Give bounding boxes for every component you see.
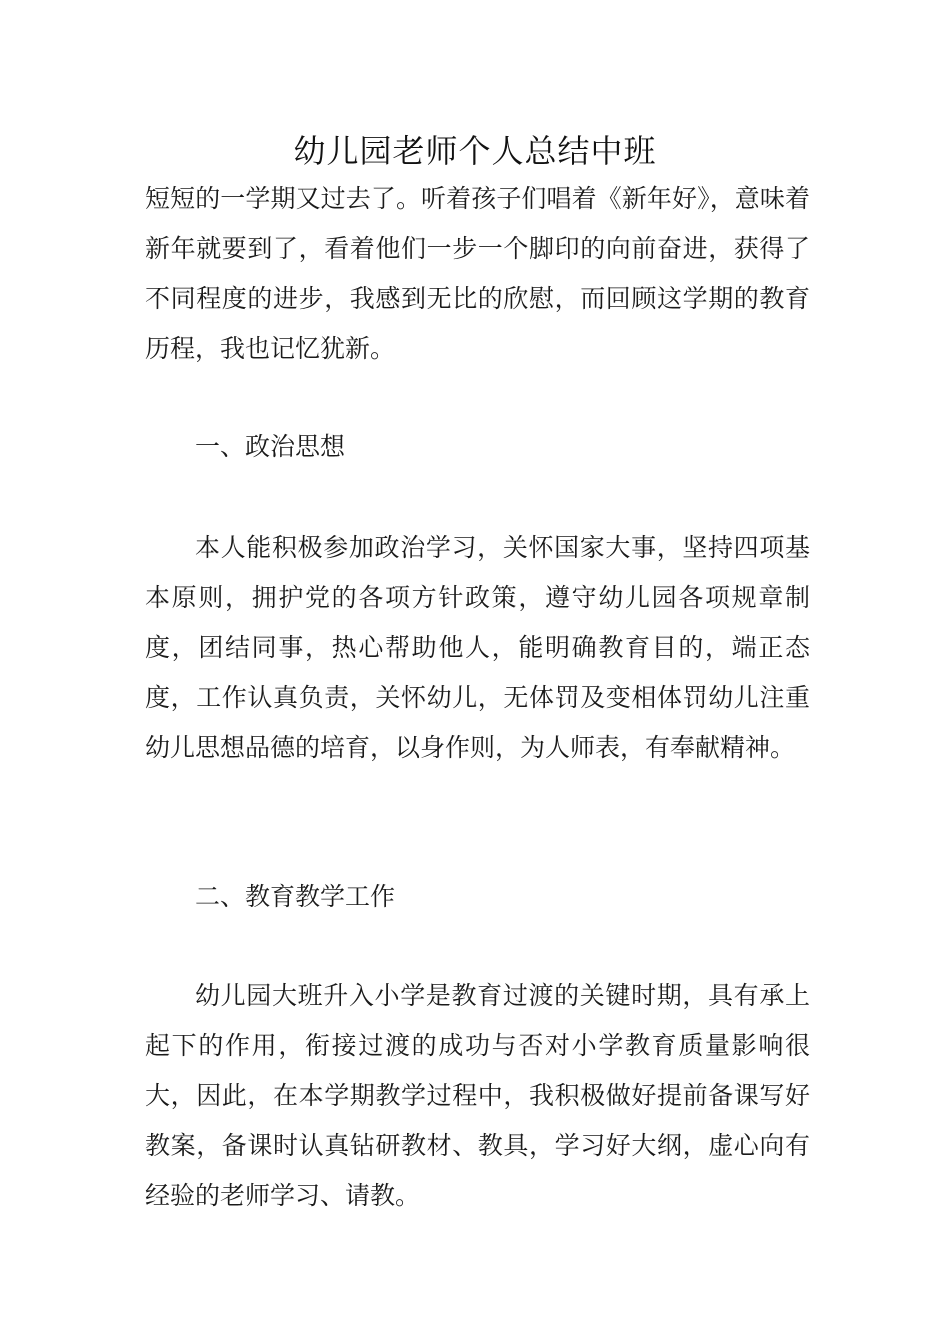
section-heading-politics: 一、政治思想: [195, 432, 346, 461]
section-heading-teaching: 二、教育教学工作: [195, 882, 396, 911]
intro-paragraph: 短短的一学期又过去了。听着孩子们唱着《新年好》，意味着新年就要到了，看着他们一步一个脚印的向前奋进，获得了不同程度的进步，我感到无比的欣慰，而回顾这学期的教育历程，我也记忆犹新。: [145, 184, 810, 363]
section-paragraph-teaching: 幼儿园大班升入小学是教育过渡的关键时期，具有承上起下的作用，衔接过渡的成功与否对小学教育质量影响很大，因此，在本学期教学过程中，我积极做好提前备课写好教案，备课时认真钻研教材、教具，学习好大纲，虚心向有经验的老师学习、请教。: [145, 981, 810, 1210]
document-title: 幼儿园老师个人总结中班: [293, 132, 657, 170]
section-paragraph-politics: 本人能积极参加政治学习，关怀国家大事，坚持四项基本原则，拥护党的各项方针政策，遵守幼儿园各项规章制度，团结同事，热心帮助他人，能明确教育目的，端正态度，工作认真负责，关怀幼儿，无体罚及变相体罚幼儿注重幼儿思想品德的培育，以身作则，为人师表，有奉献精神。: [145, 533, 810, 762]
